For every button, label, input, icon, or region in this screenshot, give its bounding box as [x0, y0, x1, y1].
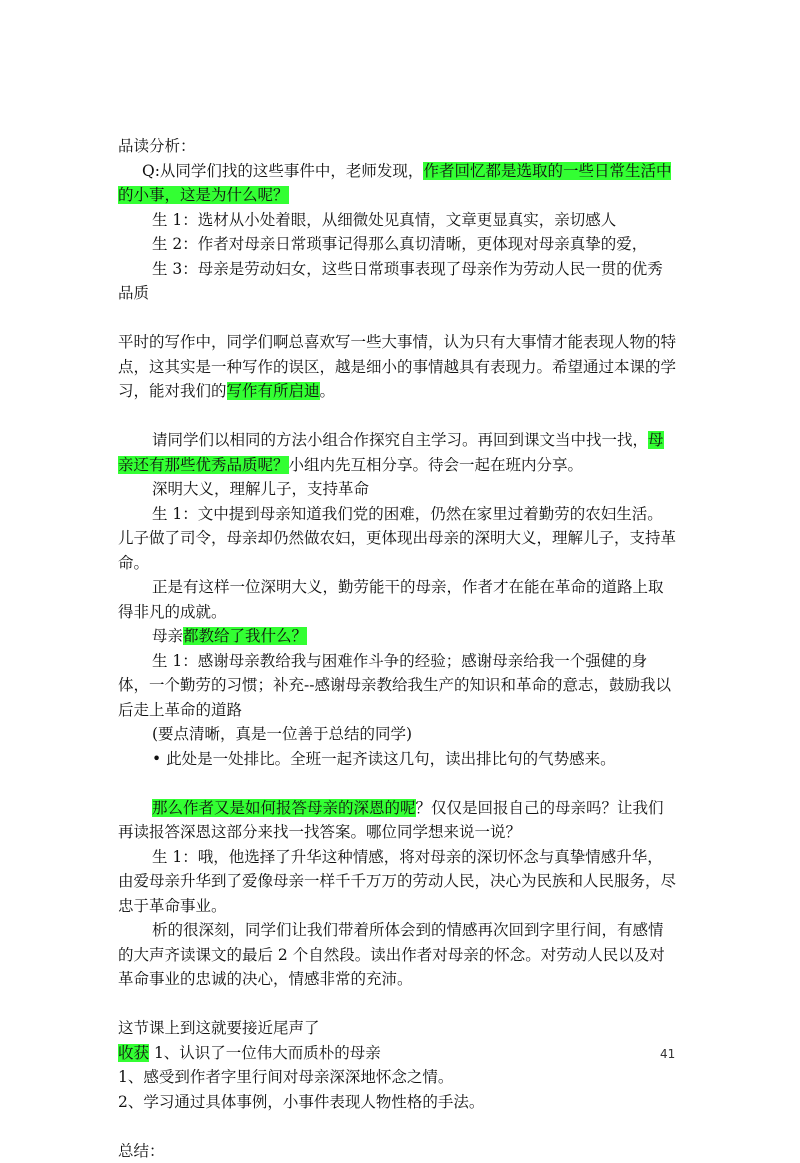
writing-advice-text: 平时的写作中，同学们啊总喜欢写一些大事情，认为只有大事情才能表现人物的特点，这其实是一种写作的误区，越是细小的事情越具有表现力。希望通过本课的学习，能对我们的	[118, 333, 676, 400]
summary-heading: 总结：	[118, 1139, 678, 1163]
spacer	[118, 404, 678, 429]
writing-advice-end: 。	[320, 382, 336, 400]
highlighted-harvest: 收获	[118, 1044, 149, 1062]
writing-advice-paragraph	[118, 330, 678, 404]
teaching-question-prefix: 母亲	[152, 627, 183, 645]
teaching-answer: 生 1：感谢母亲教给我与困难作斗争的经验；感谢母亲给我一个强健的身体，一个勤劳的习惯；补充--感谢母亲教给我生产的知识和革命的意志，鼓励我以后走上革命的道路	[118, 649, 678, 723]
group-study-paragraph	[118, 428, 678, 477]
mother-qualities: 深明大义，理解儿子，支持革命	[118, 477, 678, 502]
qualities-note: 正是有这样一位深明大义，勤劳能干的母亲，作者才在能在革命的道路上取得非凡的成就。	[118, 575, 678, 624]
spacer	[118, 1114, 678, 1139]
qualities-answer: 生 1：文中提到母亲知道我们党的困难，仍然在家里过着勤劳的农妇生活。儿子做了司令，母亲却仍然做农妇，更体现出母亲的深明大义，理解儿子，支持革命。	[118, 502, 678, 576]
closing-line: 这节课上到这就要接近尾声了	[118, 1016, 678, 1041]
repay-note: 析的很深刻，同学们让我们带着所体会到的情感再次回到字里行间，有感情的大声齐读课文的最后 2 个自然段。读出作者对母亲的怀念。对劳动人民以及对革命事业的忠诚的决心，情感非常的充沛。	[118, 918, 678, 992]
student-answer-2: 生 2：作者对母亲日常琐事记得那么真切清晰，更体现对母亲真挚的爱，	[118, 232, 678, 257]
student-answer-3: 生 3：母亲是劳动妇女，这些日常琐事表现了母亲作为劳动人民一贯的优秀品质	[118, 257, 678, 306]
document-body	[118, 134, 678, 1163]
page-number: 41	[660, 1047, 675, 1061]
highlighted-repay-question: 那么作者又是如何报答母亲的深恩的呢	[152, 799, 416, 817]
question-text: Q:从同学们找的这些事件中，老师发现，	[142, 162, 423, 180]
highlighted-teaching-question: 都教给了我什么？	[183, 627, 307, 645]
parallelism-note: • 此处是一处排比。全班一起齐读这几句，读出排比句的气势感来。	[118, 747, 678, 772]
group-study-end: 小组内先互相分享。待会一起在班内分享。	[289, 456, 584, 474]
highlighted-qualities-question: 母亲还有那些优秀品质呢？	[118, 431, 664, 474]
spacer	[118, 306, 678, 331]
spacer	[118, 992, 678, 1017]
repay-answer: 生 1：哦，他选择了升华这种情感，将对母亲的深切怀念与真挚情感升华，由爱母亲升华到了爱像母亲一样千千万万的劳动人民，决心为民族和人民服务，尽忠于革命事业。	[118, 845, 678, 919]
group-study-text: 请同学们以相同的方法小组合作探究自主学习。再回到课文当中找一找，	[152, 431, 648, 449]
highlighted-question: 作者回忆都是选取的一些日常生活中的小事，这是为什么呢？	[118, 162, 671, 205]
highlighted-writing: 写作有所启迪	[227, 382, 320, 400]
harvest-item-1: 1、感受到作者字里行间对母亲深深地怀念之情。	[118, 1065, 678, 1090]
student-answer-1: 生 1：选材从小处着眼，从细微处见真情，文章更显真实，亲切感人	[118, 208, 678, 233]
teacher-comment: (要点清晰，真是一位善于总结的同学)	[118, 722, 678, 747]
harvest-line	[118, 1041, 678, 1066]
repay-question-paragraph	[118, 796, 678, 845]
teaching-question	[118, 624, 678, 649]
question-paragraph	[118, 159, 678, 208]
section-heading: 品读分析：	[118, 134, 678, 159]
harvest-text: 1、认识了一位伟大而质朴的母亲	[149, 1044, 381, 1062]
spacer	[118, 771, 678, 796]
harvest-item-2: 2、学习通过具体事例，小事件表现人物性格的手法。	[118, 1090, 678, 1115]
repay-question-text: ？仅仅是回报自己的母亲吗？让我们再读报答深恩这部分来找一找答案。哪位同学想来说一说？	[118, 799, 664, 842]
